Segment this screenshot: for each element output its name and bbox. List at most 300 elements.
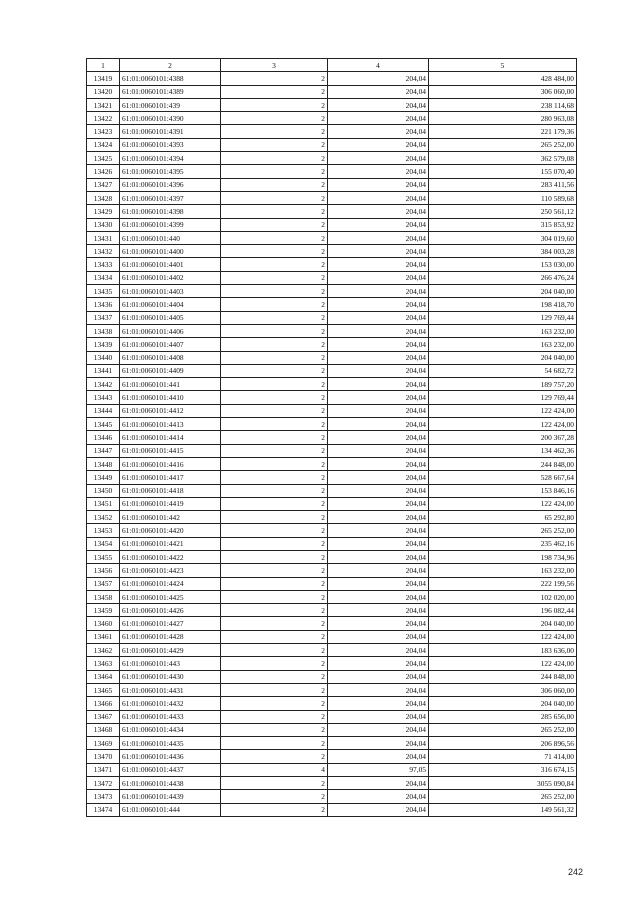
cadastral-number-cell: 61:01:0060101:4416 [120,457,221,470]
table-row [87,484,577,497]
value-cell: 122 424,00 [429,657,577,670]
table-row [87,285,577,298]
column-header-5: 5 [429,59,577,72]
area-cell: 204,04 [328,351,429,364]
row-number-cell: 13472 [87,777,120,790]
quantity-cell: 2 [221,112,328,125]
value-cell: 129 769,44 [429,311,577,324]
row-number-cell: 13438 [87,324,120,337]
cadastral-number-cell: 61:01:0060101:4413 [120,418,221,431]
cadastral-number-cell: 61:01:0060101:4388 [120,72,221,85]
row-number-cell: 13466 [87,697,120,710]
cadastral-number-cell: 61:01:0060101:4415 [120,444,221,457]
quantity-cell: 2 [221,604,328,617]
value-cell: 306 060,00 [429,85,577,98]
cadastral-value-table [86,58,577,817]
row-number-cell: 13459 [87,604,120,617]
table-row [87,72,577,85]
area-cell: 204,04 [328,750,429,763]
quantity-cell: 2 [221,630,328,643]
area-cell: 204,04 [328,670,429,683]
quantity-cell: 2 [221,683,328,696]
cadastral-number-cell: 61:01:0060101:4408 [120,351,221,364]
table-row [87,218,577,231]
quantity-cell: 2 [221,258,328,271]
value-cell: 244 848,00 [429,457,577,470]
cadastral-number-cell: 61:01:0060101:4403 [120,285,221,298]
quantity-cell: 2 [221,617,328,630]
value-cell: 149 561,32 [429,803,577,816]
value-cell: 65 292,80 [429,511,577,524]
area-cell: 204,04 [328,324,429,337]
row-number-cell: 13468 [87,723,120,736]
table-row [87,750,577,763]
table-row [87,444,577,457]
value-cell: 244 848,00 [429,670,577,683]
row-number-cell: 13458 [87,590,120,603]
row-number-cell: 13425 [87,152,120,165]
table-row [87,178,577,191]
table-row [87,790,577,803]
area-cell: 204,04 [328,497,429,510]
cadastral-number-cell: 61:01:0060101:4434 [120,723,221,736]
quantity-cell: 2 [221,471,328,484]
area-cell: 204,04 [328,85,429,98]
quantity-cell: 2 [221,737,328,750]
cadastral-number-cell: 61:01:0060101:4418 [120,484,221,497]
value-cell: 222 199,56 [429,577,577,590]
quantity-cell: 2 [221,378,328,391]
value-cell: 283 411,56 [429,178,577,191]
area-cell: 204,04 [328,271,429,284]
area-cell: 204,04 [328,431,429,444]
cadastral-number-cell: 61:01:0060101:443 [120,657,221,670]
cadastral-number-cell: 61:01:0060101:4395 [120,165,221,178]
quantity-cell: 2 [221,577,328,590]
cadastral-number-cell: 61:01:0060101:441 [120,378,221,391]
row-number-cell: 13419 [87,72,120,85]
area-cell: 204,04 [328,98,429,111]
cadastral-number-cell: 61:01:0060101:4436 [120,750,221,763]
quantity-cell: 2 [221,205,328,218]
row-number-cell: 13426 [87,165,120,178]
row-number-cell: 13428 [87,191,120,204]
area-cell: 204,04 [328,683,429,696]
quantity-cell: 2 [221,777,328,790]
quantity-cell: 2 [221,231,328,244]
table-row [87,723,577,736]
row-number-cell: 13429 [87,205,120,218]
value-cell: 206 896,56 [429,737,577,750]
cadastral-number-cell: 61:01:0060101:4407 [120,338,221,351]
area-cell: 204,04 [328,564,429,577]
table-row [87,590,577,603]
cadastral-number-cell: 61:01:0060101:4421 [120,537,221,550]
row-number-cell: 13455 [87,550,120,563]
table-row [87,298,577,311]
table-row [87,604,577,617]
area-cell: 204,04 [328,537,429,550]
quantity-cell: 2 [221,750,328,763]
table-row [87,431,577,444]
cadastral-number-cell: 61:01:0060101:4409 [120,364,221,377]
row-number-cell: 13447 [87,444,120,457]
area-cell: 204,04 [328,404,429,417]
table-row [87,324,577,337]
row-number-cell: 13442 [87,378,120,391]
value-cell: 280 963,08 [429,112,577,125]
quantity-cell: 2 [221,484,328,497]
cadastral-number-cell: 61:01:0060101:4429 [120,644,221,657]
value-cell: 71 414,00 [429,750,577,763]
quantity-cell: 2 [221,391,328,404]
cadastral-number-cell: 61:01:0060101:4398 [120,205,221,218]
row-number-cell: 13432 [87,245,120,258]
row-number-cell: 13451 [87,497,120,510]
column-header-4: 4 [328,59,429,72]
area-cell: 204,04 [328,112,429,125]
value-cell: 204 040,00 [429,617,577,630]
table-row [87,271,577,284]
area-cell: 204,04 [328,285,429,298]
cadastral-number-cell: 61:01:0060101:4391 [120,125,221,138]
area-cell: 204,04 [328,471,429,484]
cadastral-number-cell: 61:01:0060101:4402 [120,271,221,284]
area-cell: 204,04 [328,790,429,803]
value-cell: 285 656,00 [429,710,577,723]
table-row [87,803,577,816]
quantity-cell: 2 [221,511,328,524]
cadastral-number-cell: 61:01:0060101:4397 [120,191,221,204]
row-number-cell: 13450 [87,484,120,497]
cadastral-number-cell: 61:01:0060101:4406 [120,324,221,337]
table-row [87,165,577,178]
table-row [87,378,577,391]
row-number-cell: 13430 [87,218,120,231]
row-number-cell: 13460 [87,617,120,630]
area-cell: 204,04 [328,511,429,524]
value-cell: 204 040,00 [429,285,577,298]
table-row [87,564,577,577]
quantity-cell: 2 [221,497,328,510]
table-row [87,418,577,431]
row-number-cell: 13471 [87,763,120,776]
area-cell: 204,04 [328,457,429,470]
table-row [87,191,577,204]
area-cell: 204,04 [328,617,429,630]
value-cell: 155 070,40 [429,165,577,178]
quantity-cell: 2 [221,178,328,191]
quantity-cell: 2 [221,364,328,377]
value-cell: 428 484,00 [429,72,577,85]
table-row [87,85,577,98]
cadastral-number-cell: 61:01:0060101:4394 [120,152,221,165]
row-number-cell: 13470 [87,750,120,763]
table-row [87,338,577,351]
cadastral-number-cell: 61:01:0060101:4427 [120,617,221,630]
area-cell: 204,04 [328,152,429,165]
page-number: 242 [567,867,583,877]
cadastral-number-cell: 61:01:0060101:4420 [120,524,221,537]
table-row [87,351,577,364]
value-cell: 266 476,24 [429,271,577,284]
area-cell: 204,04 [328,723,429,736]
row-number-cell: 13435 [87,285,120,298]
row-number-cell: 13431 [87,231,120,244]
area-cell: 204,04 [328,245,429,258]
table-row [87,404,577,417]
cadastral-number-cell: 61:01:0060101:4435 [120,737,221,750]
table-row [87,670,577,683]
cadastral-number-cell: 61:01:0060101:4405 [120,311,221,324]
value-cell: 221 179,36 [429,125,577,138]
value-cell: 204 040,00 [429,351,577,364]
cadastral-number-cell: 61:01:0060101:4438 [120,777,221,790]
row-number-cell: 13449 [87,471,120,484]
value-cell: 189 757,20 [429,378,577,391]
row-number-cell: 13441 [87,364,120,377]
quantity-cell: 2 [221,710,328,723]
area-cell: 204,04 [328,391,429,404]
cadastral-number-cell: 61:01:0060101:4396 [120,178,221,191]
table-header-row [87,59,577,72]
table-row [87,152,577,165]
quantity-cell: 2 [221,138,328,151]
value-cell: 362 579,08 [429,152,577,165]
row-number-cell: 13452 [87,511,120,524]
value-cell: 204 040,00 [429,697,577,710]
value-cell: 238 114,68 [429,98,577,111]
cadastral-number-cell: 61:01:0060101:4432 [120,697,221,710]
quantity-cell: 2 [221,125,328,138]
area-cell: 204,04 [328,657,429,670]
row-number-cell: 13464 [87,670,120,683]
area-cell: 204,04 [328,258,429,271]
table-row [87,138,577,151]
table-row [87,657,577,670]
row-number-cell: 13454 [87,537,120,550]
cadastral-number-cell: 61:01:0060101:4423 [120,564,221,577]
table-row [87,737,577,750]
value-cell: 163 232,00 [429,324,577,337]
quantity-cell: 2 [221,85,328,98]
table-row [87,112,577,125]
value-cell: 3055 090,84 [429,777,577,790]
value-cell: 153 846,16 [429,484,577,497]
value-cell: 122 424,00 [429,418,577,431]
cadastral-number-cell: 61:01:0060101:4431 [120,683,221,696]
value-cell: 122 424,00 [429,404,577,417]
table-row [87,245,577,258]
area-cell: 204,04 [328,710,429,723]
table-row [87,364,577,377]
table-row [87,205,577,218]
row-number-cell: 13440 [87,351,120,364]
table-row [87,497,577,510]
row-number-cell: 13463 [87,657,120,670]
cadastral-number-cell: 61:01:0060101:4425 [120,590,221,603]
cadastral-number-cell: 61:01:0060101:4412 [120,404,221,417]
value-cell: 183 636,00 [429,644,577,657]
value-cell: 315 853,92 [429,218,577,231]
area-cell: 204,04 [328,191,429,204]
row-number-cell: 13437 [87,311,120,324]
row-number-cell: 13445 [87,418,120,431]
quantity-cell: 2 [221,803,328,816]
quantity-cell: 2 [221,165,328,178]
table-row [87,524,577,537]
quantity-cell: 2 [221,537,328,550]
value-cell: 250 561,12 [429,205,577,218]
cadastral-number-cell: 61:01:0060101:4404 [120,298,221,311]
row-number-cell: 13436 [87,298,120,311]
table-row [87,577,577,590]
quantity-cell: 2 [221,191,328,204]
area-cell: 204,04 [328,418,429,431]
area-cell: 204,04 [328,338,429,351]
value-cell: 110 589,68 [429,191,577,204]
table-row [87,710,577,723]
cadastral-number-cell: 61:01:0060101:4401 [120,258,221,271]
cadastral-number-cell: 61:01:0060101:4414 [120,431,221,444]
value-cell: 163 232,00 [429,338,577,351]
area-cell: 204,04 [328,550,429,563]
cadastral-number-cell: 61:01:0060101:4393 [120,138,221,151]
row-number-cell: 13473 [87,790,120,803]
row-number-cell: 13474 [87,803,120,816]
quantity-cell: 2 [221,245,328,258]
area-cell: 204,04 [328,697,429,710]
quantity-cell: 2 [221,564,328,577]
table-row [87,231,577,244]
table-row [87,644,577,657]
area-cell: 204,04 [328,72,429,85]
value-cell: 129 769,44 [429,391,577,404]
area-cell: 204,04 [328,737,429,750]
table-row [87,697,577,710]
row-number-cell: 13443 [87,391,120,404]
cadastral-number-cell: 61:01:0060101:4430 [120,670,221,683]
cadastral-number-cell: 61:01:0060101:4419 [120,497,221,510]
quantity-cell: 2 [221,98,328,111]
area-cell: 204,04 [328,577,429,590]
cadastral-number-cell: 61:01:0060101:4437 [120,763,221,776]
row-number-cell: 13465 [87,683,120,696]
area-cell: 204,04 [328,590,429,603]
area-cell: 204,04 [328,644,429,657]
area-cell: 204,04 [328,298,429,311]
quantity-cell: 2 [221,152,328,165]
table-row [87,763,577,776]
value-cell: 122 424,00 [429,630,577,643]
row-number-cell: 13462 [87,644,120,657]
quantity-cell: 2 [221,418,328,431]
quantity-cell: 2 [221,590,328,603]
row-number-cell: 13467 [87,710,120,723]
quantity-cell: 2 [221,271,328,284]
value-cell: 528 667,64 [429,471,577,484]
value-cell: 198 418,70 [429,298,577,311]
quantity-cell: 2 [221,72,328,85]
area-cell: 204,04 [328,803,429,816]
quantity-cell: 2 [221,218,328,231]
row-number-cell: 13427 [87,178,120,191]
area-cell: 204,04 [328,178,429,191]
value-cell: 265 252,00 [429,138,577,151]
quantity-cell: 2 [221,524,328,537]
row-number-cell: 13424 [87,138,120,151]
value-cell: 196 082,44 [429,604,577,617]
table-row [87,471,577,484]
column-header-1: 1 [87,59,120,72]
cadastral-number-cell: 61:01:0060101:439 [120,98,221,111]
row-number-cell: 13457 [87,577,120,590]
cadastral-number-cell: 61:01:0060101:4410 [120,391,221,404]
row-number-cell: 13421 [87,98,120,111]
column-header-3: 3 [221,59,328,72]
quantity-cell: 2 [221,404,328,417]
table-body [87,72,577,817]
value-cell: 200 367,28 [429,431,577,444]
row-number-cell: 13444 [87,404,120,417]
row-number-cell: 13456 [87,564,120,577]
row-number-cell: 13422 [87,112,120,125]
area-cell: 204,04 [328,231,429,244]
cadastral-number-cell: 61:01:0060101:4390 [120,112,221,125]
quantity-cell: 2 [221,351,328,364]
cadastral-number-cell: 61:01:0060101:4389 [120,85,221,98]
quantity-cell: 2 [221,644,328,657]
table-row [87,391,577,404]
quantity-cell: 2 [221,338,328,351]
row-number-cell: 13448 [87,457,120,470]
area-cell: 204,04 [328,311,429,324]
quantity-cell: 2 [221,298,328,311]
area-cell: 204,04 [328,205,429,218]
table-row [87,537,577,550]
table-row [87,125,577,138]
area-cell: 204,04 [328,125,429,138]
cadastral-number-cell: 61:01:0060101:4399 [120,218,221,231]
value-cell: 102 020,00 [429,590,577,603]
table-row [87,511,577,524]
cadastral-number-cell: 61:01:0060101:440 [120,231,221,244]
value-cell: 54 682,72 [429,364,577,377]
row-number-cell: 13453 [87,524,120,537]
area-cell: 204,04 [328,378,429,391]
quantity-cell: 2 [221,457,328,470]
table-row [87,457,577,470]
area-cell: 204,04 [328,524,429,537]
value-cell: 134 462,36 [429,444,577,457]
area-cell: 204,04 [328,777,429,790]
value-cell: 122 424,00 [429,497,577,510]
table-row [87,617,577,630]
row-number-cell: 13469 [87,737,120,750]
row-number-cell: 13433 [87,258,120,271]
value-cell: 316 674,15 [429,763,577,776]
table-row [87,777,577,790]
column-header-2: 2 [120,59,221,72]
cadastral-number-cell: 61:01:0060101:4426 [120,604,221,617]
quantity-cell: 2 [221,697,328,710]
quantity-cell: 2 [221,670,328,683]
row-number-cell: 13446 [87,431,120,444]
row-number-cell: 13461 [87,630,120,643]
cadastral-number-cell: 61:01:0060101:4424 [120,577,221,590]
table-row [87,98,577,111]
row-number-cell: 13439 [87,338,120,351]
